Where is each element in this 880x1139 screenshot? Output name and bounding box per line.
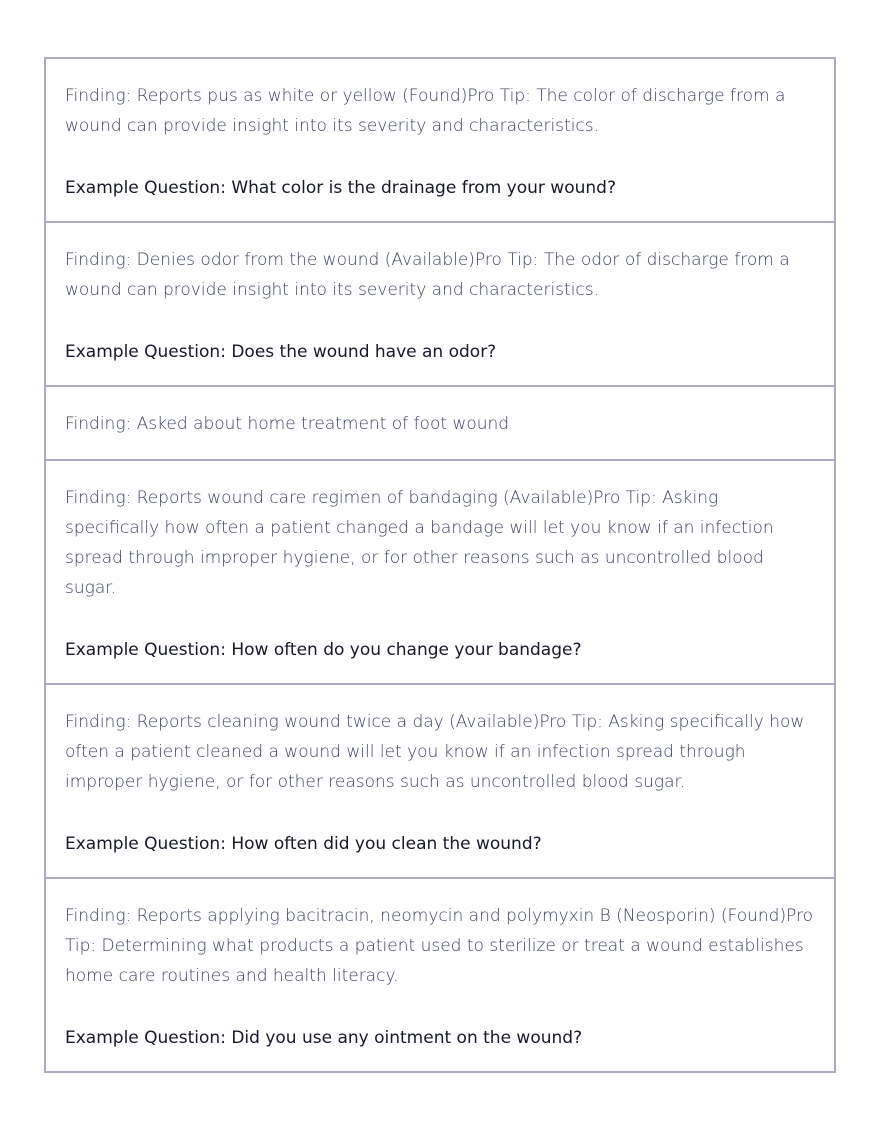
finding-text: Finding: Asked about home treatment of foot wound — [65, 414, 510, 434]
finding-row-home-treatment — [46, 387, 834, 461]
example-question: Example Question: How often did you clean the wound? — [65, 834, 542, 854]
finding-row-pus-color — [46, 59, 834, 223]
finding-text: Finding: Reports cleaning wound twice a day (Available)Pro Tip: Asking specifically how often a patient cleaned a wound will let you know if an infection spread through improper hygiene, or for other reasons such as uncontrolled blood sugar. — [65, 712, 805, 792]
finding-text: Finding: Reports applying bacitracin, neomycin and polymyxin B (Neosporin) (Found)Pro Tip: Determining what products a patient used to sterilize or treat a wound establishes home care routines and health literacy. — [65, 906, 814, 986]
finding-row-cleaning — [46, 685, 834, 879]
finding-text: Finding: Reports pus as white or yellow (Found)Pro Tip: The color of discharge from a wound can provide insight into its severity and characteristics. — [65, 86, 786, 136]
example-question: Example Question: How often do you change your bandage? — [65, 640, 582, 660]
example-question: Example Question: What color is the drainage from your wound? — [65, 178, 616, 198]
finding-row-bandaging — [46, 461, 834, 685]
example-question: Example Question: Did you use any ointment on the wound? — [65, 1028, 583, 1048]
finding-text: Finding: Reports wound care regimen of bandaging (Available)Pro Tip: Asking specifically how often a patient changed a bandage will let you know if an infection spread through improper hygiene, or for other reasons such as uncontrolled blood sugar. — [65, 488, 774, 598]
example-question: Example Question: Does the wound have an odor? — [65, 342, 497, 362]
finding-row-odor — [46, 223, 834, 387]
finding-text: Finding: Denies odor from the wound (Available)Pro Tip: The odor of discharge from a wound can provide insight into its severity and characteristics. — [65, 250, 790, 300]
findings-table — [44, 57, 836, 1073]
finding-row-ointment — [46, 879, 834, 1073]
